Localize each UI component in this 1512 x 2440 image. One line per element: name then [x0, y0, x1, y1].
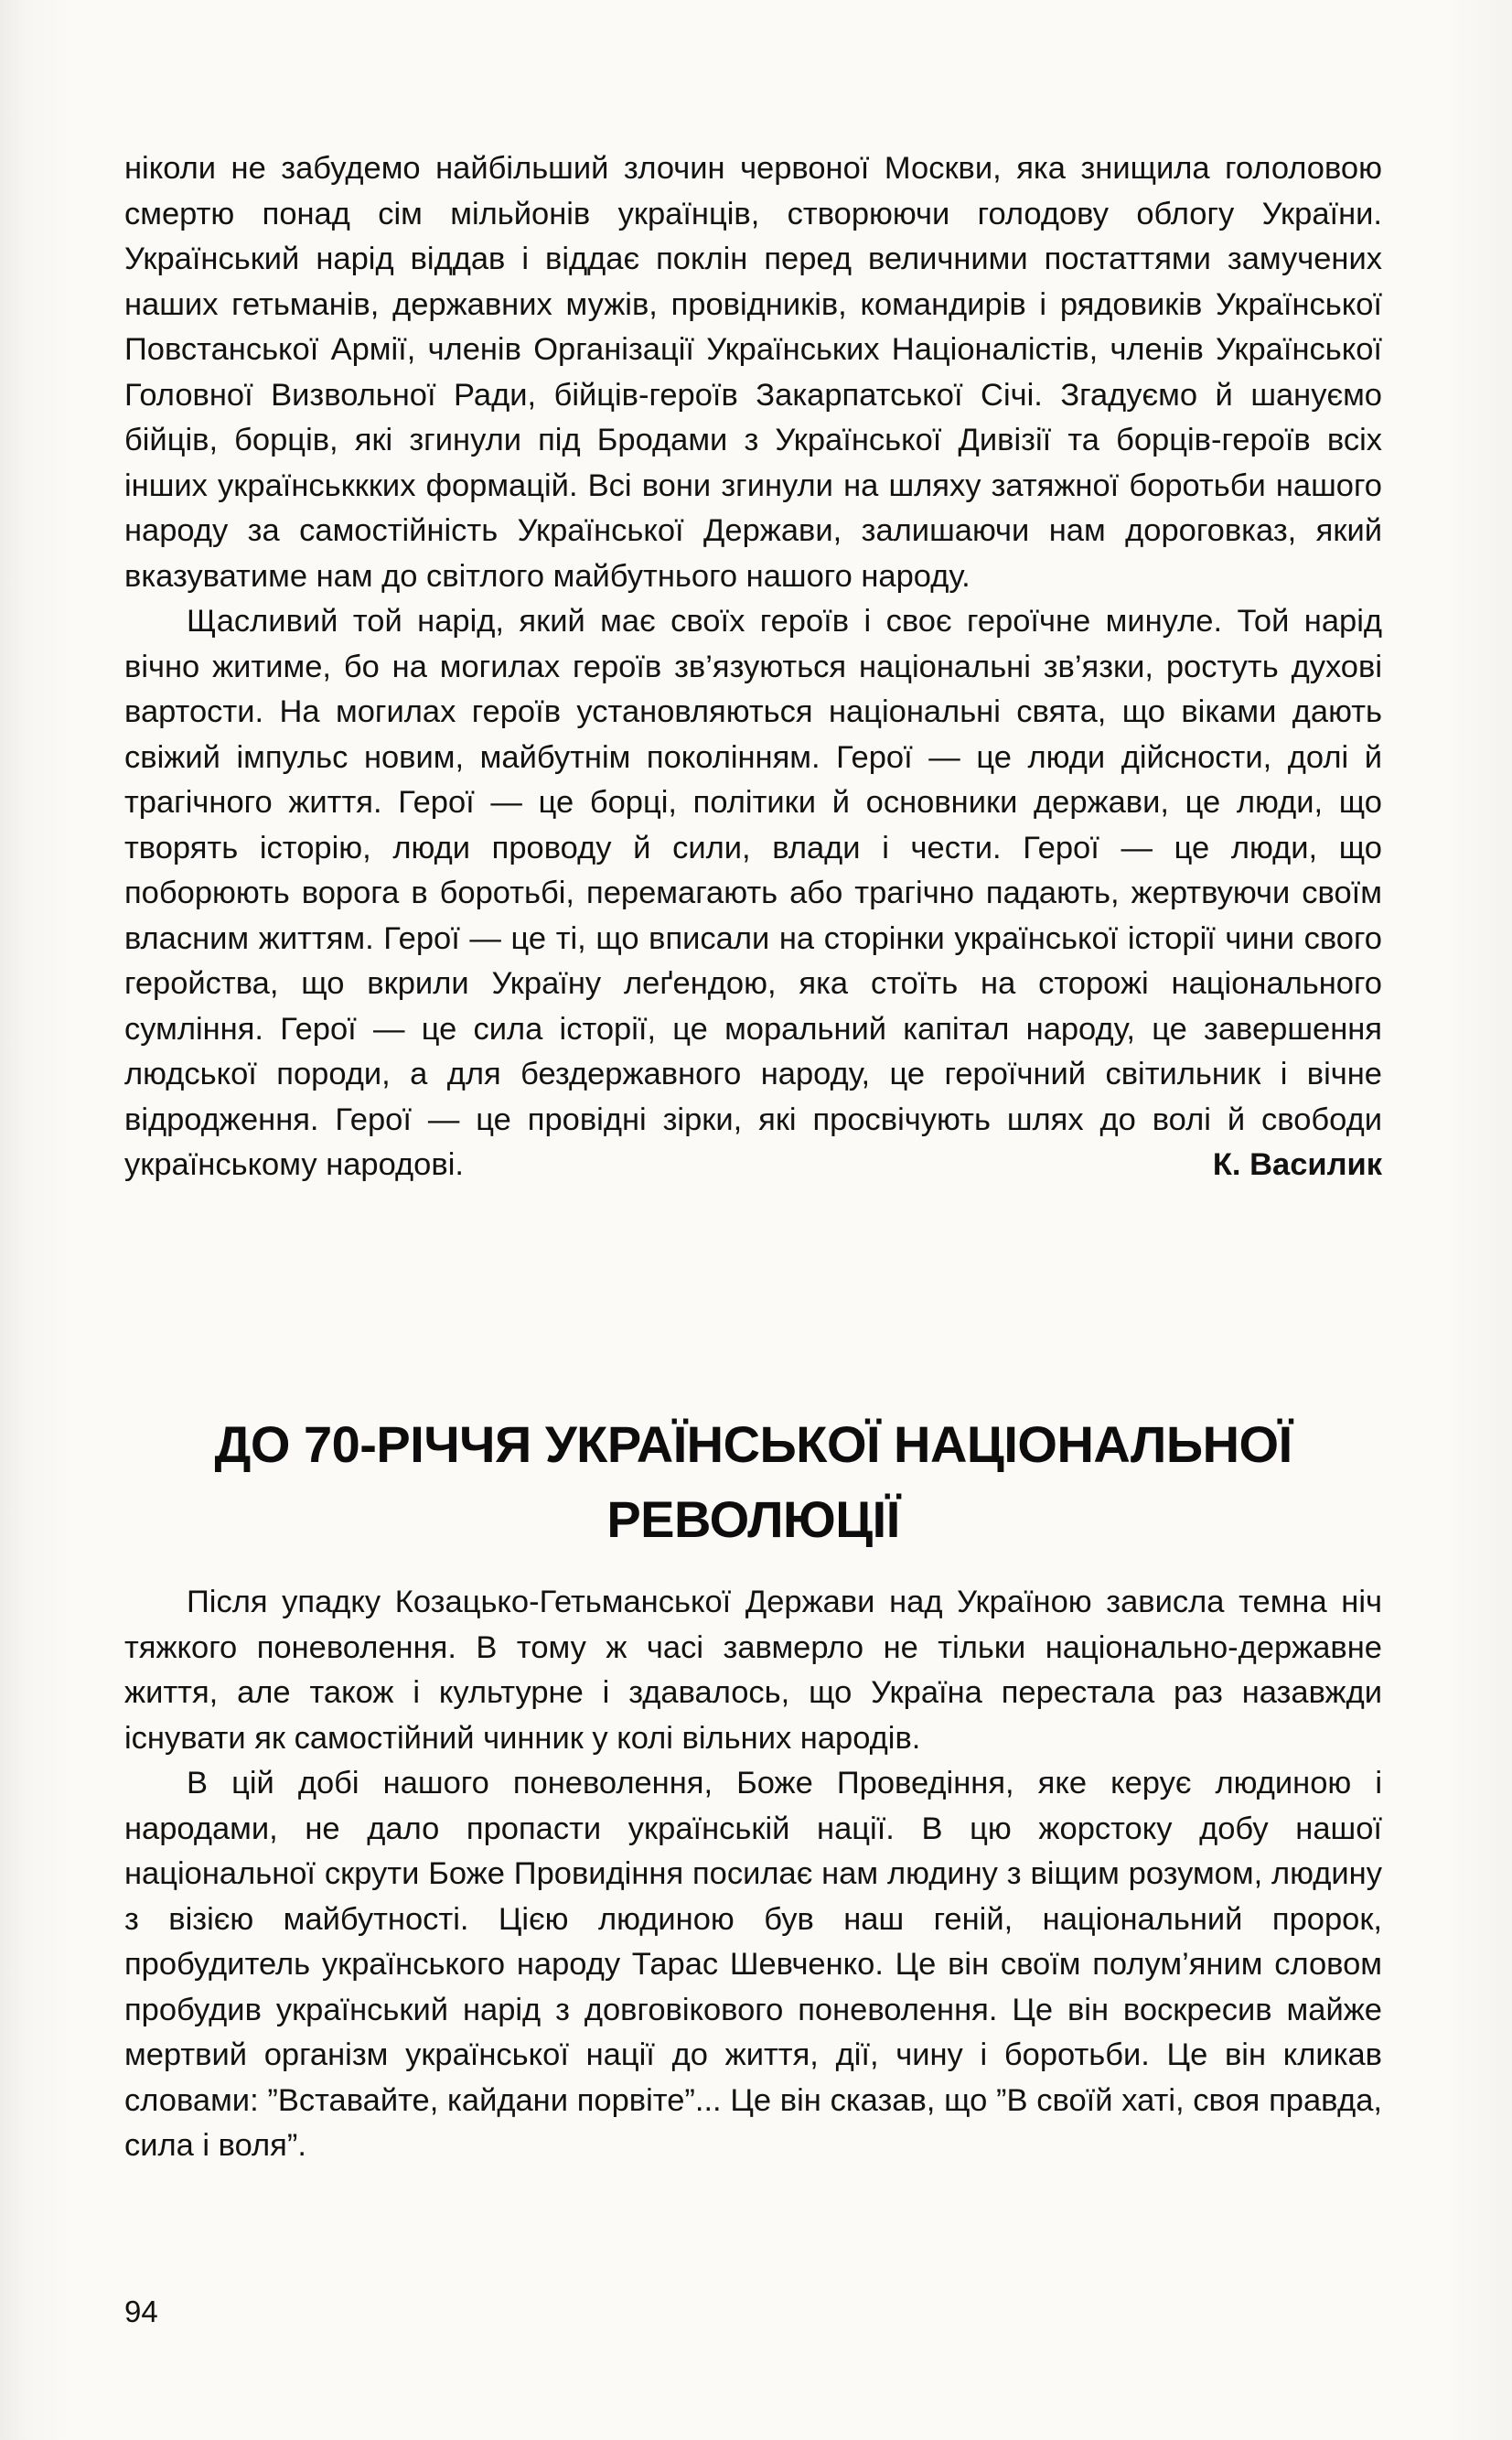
- paragraph-2: [124, 599, 1382, 1188]
- section-heading-line-1: ДО 70-РІЧЧЯ УКРАЇНСЬКОЇ НАЦІОНАЛЬНОЇ: [214, 1415, 1292, 1473]
- paragraph-4: В цій добі нашого поневолення, Боже Проведіння, яке керує людиною і народами, не дало пропасти українській нації. В цю жорстоку добу нашої національної скрути Боже Провидіння посилає нам людину з віщим розумом, людину з візією майбутності. Цією людиною був наш геній, національний пророк, пробудитель українського народу Тарас Шевченко. Це він своїм полум’яним словом пробудив український нарід з довговікового поневолення. Це він воскресив майже мертвий організм української нації до життя, дії, чину і боротьби. Це він кликав словами: ”Вставайте, кайдани порвіте”... Це він сказав, що ”В своїй хаті, своя правда, сила і воля”.: [124, 1766, 1382, 2163]
- paragraph-1: ніколи не забудемо найбільший злочин червоної Москви, яка знищила гололовою смертю понад сім мільйонів українців, створюючи голодову облогу України. Український нарід віддав і віддає поклін перед величними постаттями замучених наших гетьманів, державних мужів, провідників, командирів і рядовиків Української Повстанської Армії, членів Організації Українських Націоналістів, членів Української Головної Визвольної Ради, бійців-героїв Закарпатської Січі. Згадуємо й шануємо бійців, борців, які згинули під Бродами з Української Дивізії та борців-героїв всіх інших українськкких формацій. Всі вони згинули на шляху затяжної боротьби нашого народу за самостійність Української Держави, залишаючи нам дороговказ, який вказуватиме нам до світлого майбутнього нашого народу.: [124, 151, 1382, 594]
- paragraph-2-text: Щасливий той нарід, який має своїх героїв і своє героїчне минуле. Той нарід вічно житиме, бо на могилах героїв зв’язуються національні зв’язки, ростуть духові вартости. На могилах героїв установляються національні свята, що віками дають свіжий імпульс новим, майбутнім поколінням. Герої — це люди дійсности, долі й трагічного життя. Герої — це борці, політики й основники держави, це люди, що творять історію, люди проводу й сили, влади і чести. Герої — це люди, що поборюють ворога в боротьбі, перемагають або трагічно падають, жертвуючи своїм власним життям. Герої — це ті, що вписали на сторінки української історії чини свого геройства, що вкрили Україну леґендою, яка стоїть на сторожі національного сумління. Герої — це сила історії, це моральний капітал народу, це завершення людської породи, а для бездержавного народу, це героїчний світильник і вічне відродження. Герої — це провідні зірки, які просвічують шлях до волі й свободи українському народові.: [124, 604, 1382, 1182]
- article-top-text: [124, 146, 1382, 1188]
- paragraph-3: Після упадку Козацько-Гетьманської Держави над Україною зависла темна ніч тяжкого поневолення. В тому ж часі завмерло не тільки національно-державне життя, але також і культурне і здавалось, що Україна перестала раз назавжди існувати як самостійний чинник у колі вільних народів.: [124, 1585, 1382, 1756]
- page-number: 94: [124, 2295, 158, 2328]
- section-heading: [124, 1407, 1382, 1557]
- article-bottom-text: [124, 1580, 1382, 2169]
- section-heading-line-2: РЕВОЛЮЦІЇ: [606, 1490, 900, 1548]
- author-signature: К. Василик: [1212, 1147, 1382, 1182]
